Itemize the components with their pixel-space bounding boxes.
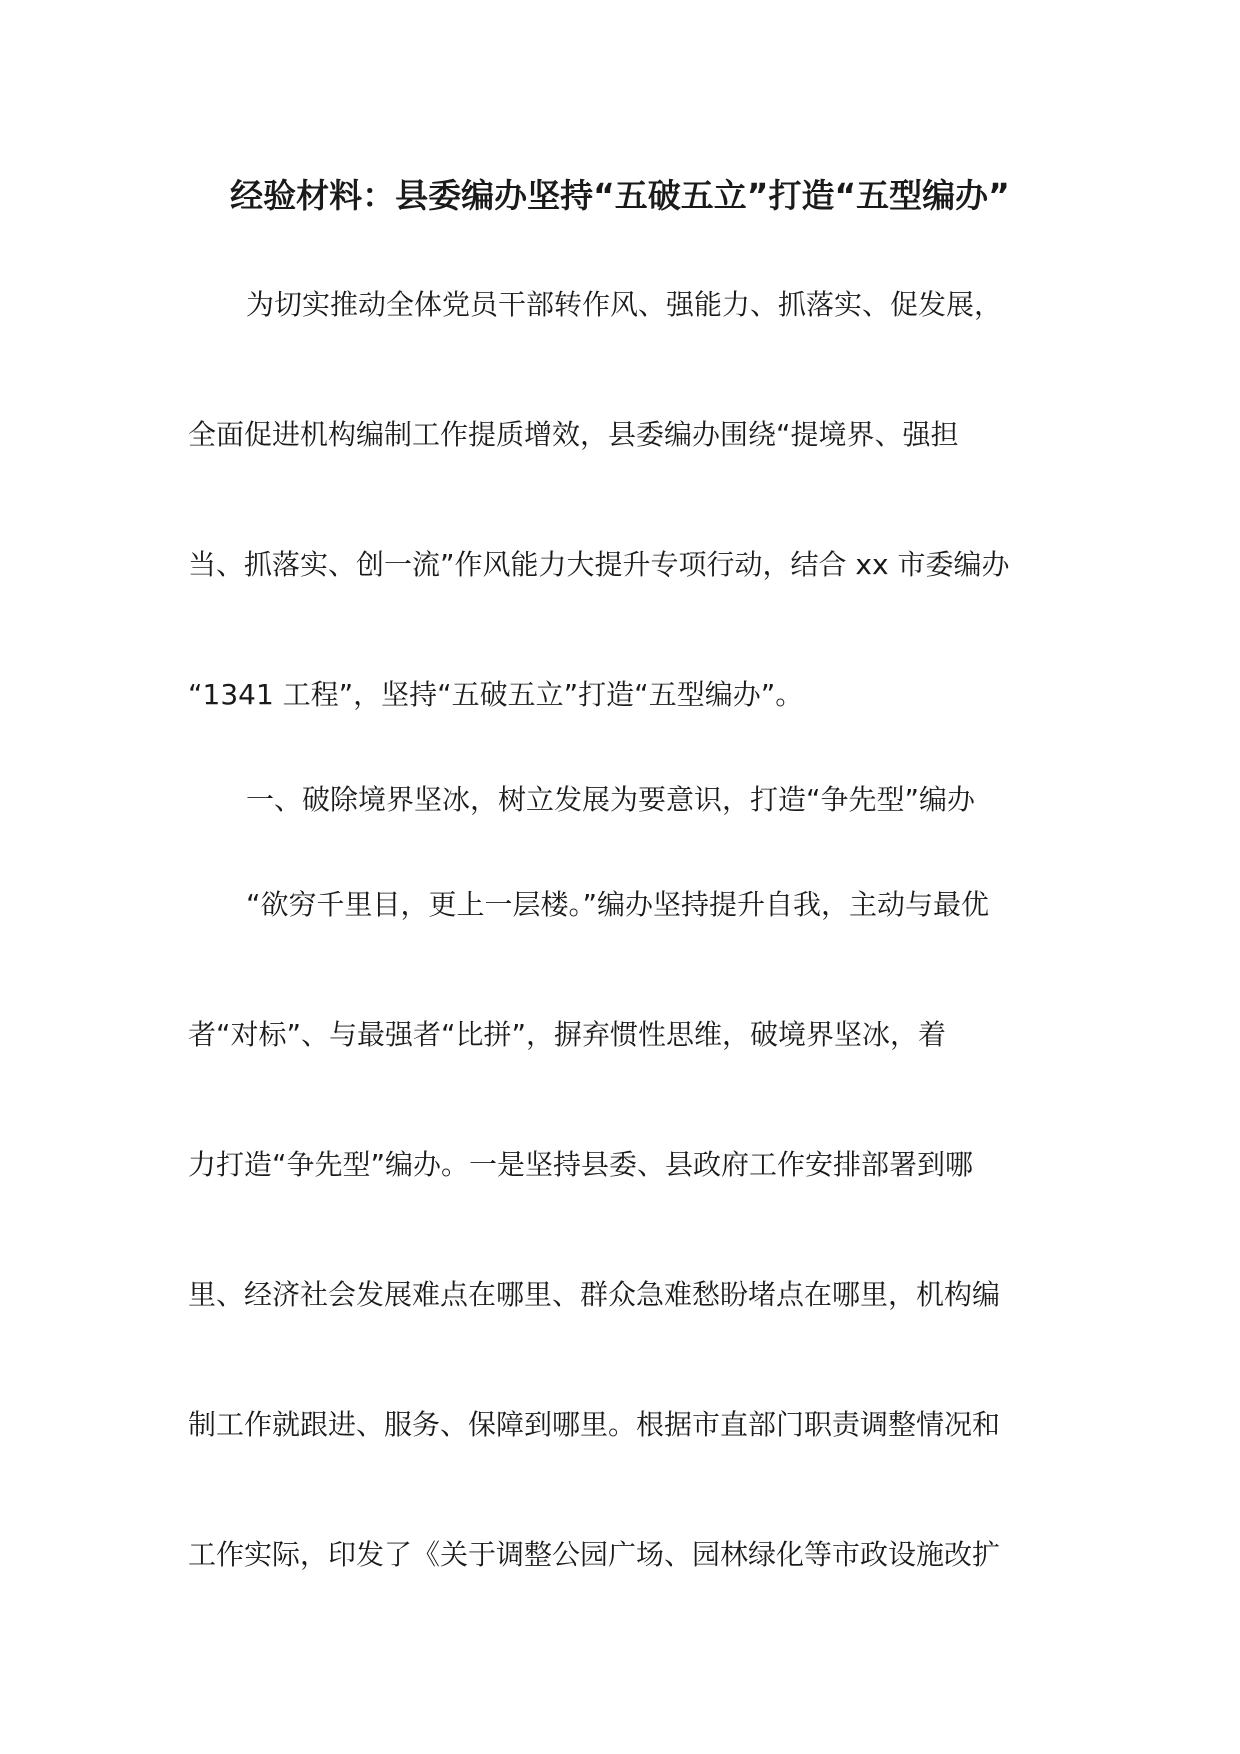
paragraph-line: “欲穷千里目，更上一层楼。”编办坚持提升自我，主动与最优 (246, 888, 990, 921)
paragraph-line: 者“对标”、与最强者“比拼”，摒弃惯性思维，破境界坚冰，着 (188, 1018, 947, 1051)
paragraph-line: 当、抓落实、创一流”作风能力大提升专项行动，结合 xx 市委编办 (188, 548, 1010, 581)
paragraph-line: 里、经济社会发展难点在哪里、群众急难愁盼堵点在哪里，机构编 (188, 1278, 1001, 1311)
paragraph-line: 力打造“争先型”编办。一是坚持县委、县政府工作安排部署到哪 (188, 1148, 974, 1181)
paragraph-line: 制工作就跟进、服务、保障到哪里。根据市直部门职责调整情况和 (188, 1408, 1001, 1441)
paragraph-line: 工作实际，印发了《关于调整公园广场、园林绿化等市政设施改扩 (188, 1538, 1001, 1571)
paragraph-line: “1341 工程”，坚持“五破五立”打造“五型编办”。 (188, 678, 804, 711)
document-title: 经验材料：县委编办坚持“五破五立”打造“五型编办” (230, 176, 1010, 215)
paragraph-line: 全面促进机构编制工作提质增效，县委编办围绕“提境界、强担 (188, 418, 959, 451)
section-heading: 一、破除境界坚冰，树立发展为要意识，打造“争先型”编办 (246, 783, 976, 816)
paragraph-line: 为切实推动全体党员干部转作风、强能力、抓落实、促发展， (246, 288, 1003, 321)
